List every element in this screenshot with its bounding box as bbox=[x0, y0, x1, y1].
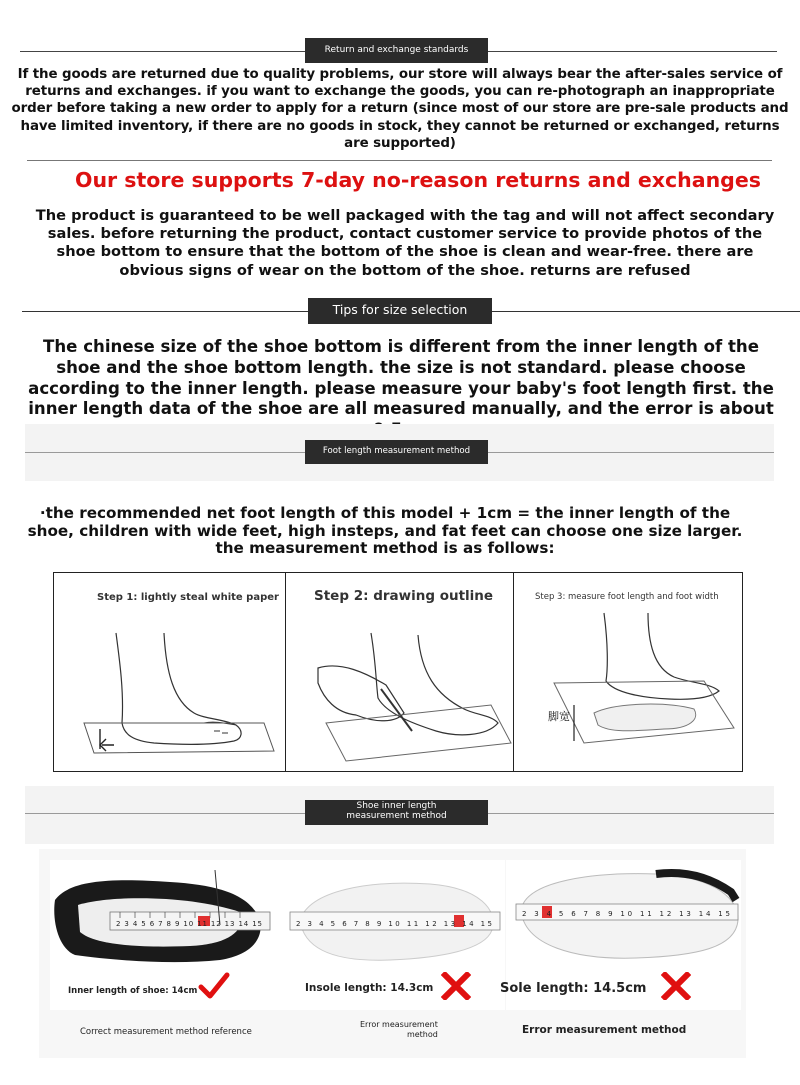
inner-length-label: Inner length of shoe: 14cm bbox=[68, 986, 198, 996]
check-icon bbox=[198, 972, 230, 1000]
step-3-title: Step 3: measure foot length and foot width bbox=[535, 592, 719, 602]
ruler-digits: 2 3 4 5 6 7 8 9 10 11 12 13 14 15 bbox=[522, 910, 730, 918]
caption-line-1: Error measurement bbox=[360, 1020, 438, 1029]
return-policy-text: If the goods are returned due to quality problems, our store will always bear the after-sales service of returns and exchanges. if you want to exchange the goods, you can re-photograph an inappropriate order before taking a new order to apply for a return (since most of our store are pre-sale products and have limited inventory, if there are no goods in stock, they cannot be returned or exchanged, returns are supported) bbox=[11, 67, 789, 151]
drawing-outline-illustration bbox=[286, 573, 513, 771]
ruler-digits: 2 3 4 5 6 7 8 9 10 11 12 13 14 15 bbox=[296, 920, 492, 928]
foot-width-label: 脚宽 bbox=[548, 710, 570, 723]
cross-icon bbox=[441, 972, 471, 1000]
step-1-panel bbox=[53, 572, 286, 772]
section-tag-return-standards: Return and exchange standards bbox=[305, 38, 488, 63]
section-tag-foot-length: Foot length measurement method bbox=[305, 440, 488, 464]
returns-conditions-text: The product is guaranteed to be well packaged with the tag and will not affect secondary sales. before returning the product, contact customer service to provide photos of the shoe bottom to ensure that the bottom of the shoe is clean and wear-free. there are obvious signs of wear on the bottom of the shoe. returns are refused bbox=[35, 207, 775, 279]
correct-method-caption: Correct measurement method reference bbox=[80, 1027, 252, 1037]
measure-foot-illustration bbox=[514, 573, 742, 771]
tag-line-1: Shoe inner length bbox=[356, 801, 437, 811]
section-tag-inner-length bbox=[305, 800, 488, 825]
caption-line-2: method bbox=[406, 1030, 438, 1039]
step-3-panel bbox=[513, 572, 743, 772]
foot-on-paper-illustration bbox=[54, 573, 285, 771]
step-1-title: Step 1: lightly steal white paper bbox=[97, 592, 279, 603]
tag-line-2: measurement method bbox=[346, 811, 447, 821]
size-tips-text: The chinese size of the shoe bottom is different from the inner length of the shoe and the shoe bottom length. the size is not standard. please choose according to the inner length. please measure your baby's foot length first. the inner length data of the shoe are all measured manually, and the error is about bbox=[28, 337, 774, 419]
step-2-title: Step 2: drawing outline bbox=[314, 588, 494, 604]
ruler-digits: 2 3 4 5 6 7 8 9 10 11 12 13 14 15 bbox=[116, 920, 262, 928]
error-method-caption-2: Error measurement method bbox=[522, 1024, 687, 1036]
foot-length-text: ·the recommended net foot length of this model + 1cm = the inner length of the shoe, children with wide feet, high insteps, and fat feet can choose one size larger. the measurement method is as follows: bbox=[27, 504, 743, 557]
error-method-caption-1 bbox=[360, 1020, 438, 1040]
insole-length-label: Insole length: 14.3cm bbox=[305, 982, 434, 994]
step-2-panel bbox=[285, 572, 514, 772]
section-tag-size-tips: Tips for size selection bbox=[308, 298, 492, 324]
sole-length-label: Sole length: 14.5cm bbox=[500, 981, 647, 996]
returns-headline: Our store supports 7-day no-reason returns and exchanges bbox=[75, 168, 761, 192]
cross-icon bbox=[661, 972, 691, 1000]
divider bbox=[27, 160, 772, 161]
